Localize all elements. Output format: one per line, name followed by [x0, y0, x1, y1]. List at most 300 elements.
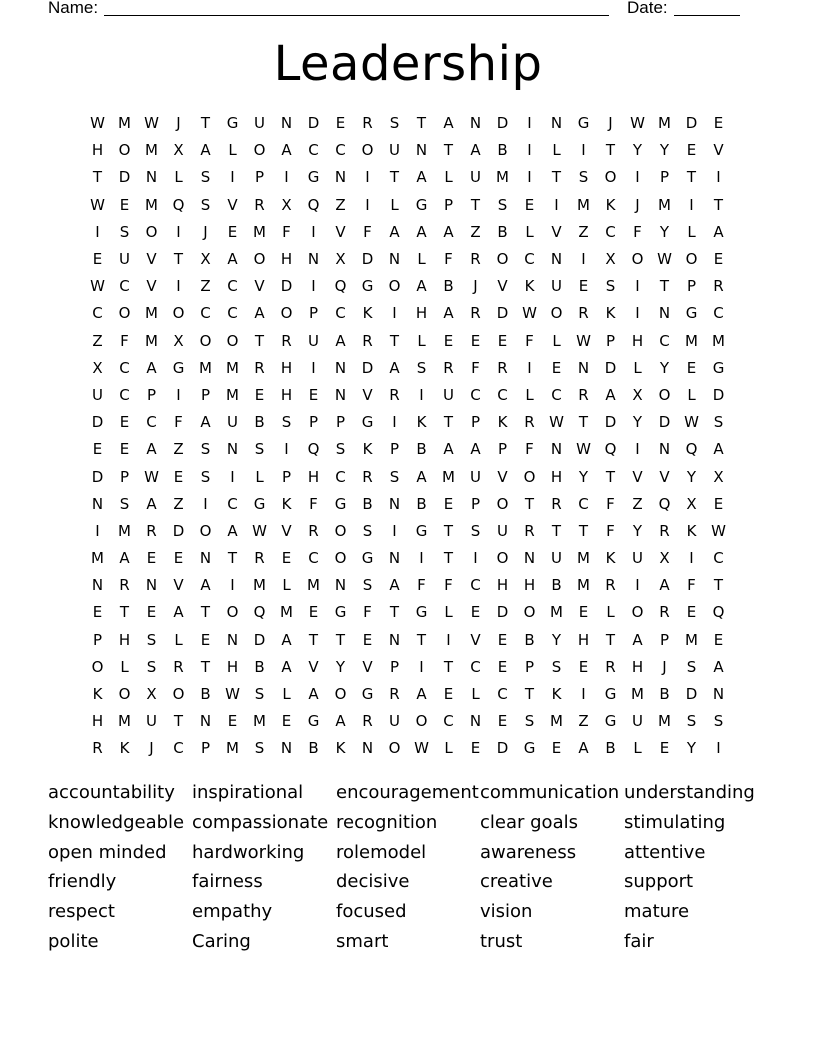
- grid-letter: I: [635, 277, 640, 296]
- grid-letter: I: [176, 222, 181, 241]
- grid-letter: T: [686, 168, 697, 187]
- grid-letter: J: [635, 195, 640, 214]
- grid-letter: T: [200, 657, 211, 676]
- grid-letter: O: [118, 141, 131, 160]
- grid-letter: Z: [578, 712, 589, 731]
- grid-letter: N: [577, 358, 590, 377]
- grid-letter: M: [226, 358, 239, 377]
- grid-letter: H: [550, 467, 563, 486]
- grid-letter: L: [525, 222, 534, 241]
- grid-letter: T: [254, 331, 265, 350]
- grid-letter: C: [605, 222, 616, 241]
- grid-letter: O: [172, 685, 185, 704]
- name-label: Name:: [48, 0, 99, 17]
- grid-letter: P: [443, 195, 454, 214]
- grid-letter: E: [713, 250, 724, 269]
- grid-letter: M: [658, 712, 671, 731]
- grid-letter: L: [282, 576, 291, 595]
- grid-letter: P: [659, 630, 670, 649]
- grid-letter: T: [308, 630, 319, 649]
- grid-letter: U: [470, 467, 481, 486]
- grid-letter: C: [119, 277, 130, 296]
- grid-letter: O: [199, 521, 212, 540]
- grid-letter: O: [415, 712, 428, 731]
- grid-row: [84, 164, 732, 191]
- grid-letter: E: [686, 603, 697, 622]
- grid-letter: P: [470, 494, 481, 513]
- grid-letter: O: [550, 304, 563, 323]
- grid-letter: I: [95, 222, 100, 241]
- grid-letter: Y: [686, 739, 697, 758]
- grid-letter: T: [173, 712, 184, 731]
- grid-letter: M: [685, 331, 698, 350]
- grid-letter: I: [284, 440, 289, 459]
- grid-letter: U: [92, 385, 103, 404]
- grid-letter: H: [280, 358, 293, 377]
- grid-letter: F: [471, 358, 480, 377]
- grid-letter: Q: [334, 277, 347, 296]
- grid-letter: A: [605, 385, 616, 404]
- grid-letter: E: [470, 739, 481, 758]
- grid-letter: V: [254, 277, 265, 296]
- grid-letter: K: [686, 521, 697, 540]
- grid-letter: J: [662, 657, 667, 676]
- grid-letter: A: [443, 222, 454, 241]
- page-title: Leadership: [273, 36, 543, 92]
- grid-letter: R: [308, 521, 319, 540]
- grid-row: [84, 708, 732, 735]
- grid-letter: T: [119, 603, 130, 622]
- grid-letter: K: [119, 739, 130, 758]
- grid-letter: P: [524, 657, 535, 676]
- grid-letter: A: [713, 657, 724, 676]
- grid-letter: I: [419, 549, 424, 568]
- grid-letter: M: [253, 712, 266, 731]
- grid-letter: F: [417, 576, 426, 595]
- grid-letter: O: [523, 467, 536, 486]
- grid-letter: A: [200, 141, 211, 160]
- grid-letter: F: [606, 494, 615, 513]
- grid-letter: Z: [173, 494, 184, 513]
- grid-letter: E: [470, 603, 481, 622]
- grid-letter: S: [119, 494, 130, 513]
- grid-letter: M: [199, 358, 212, 377]
- grid-letter: G: [361, 277, 374, 296]
- grid-letter: E: [551, 358, 562, 377]
- grid-letter: L: [633, 739, 642, 758]
- grid-letter: G: [253, 494, 266, 513]
- grid-letter: R: [146, 521, 157, 540]
- grid-letter: N: [712, 685, 725, 704]
- grid-letter: I: [392, 521, 397, 540]
- grid-letter: K: [281, 494, 292, 513]
- grid-letter: U: [470, 168, 481, 187]
- grid-letter: T: [524, 685, 535, 704]
- grid-letter: E: [200, 630, 211, 649]
- grid-letter: T: [551, 168, 562, 187]
- grid-letter: T: [416, 630, 427, 649]
- grid-letter: R: [659, 521, 670, 540]
- grid-letter: B: [254, 413, 265, 432]
- grid-letter: C: [470, 657, 481, 676]
- grid-letter: V: [632, 467, 643, 486]
- grid-letter: G: [712, 358, 725, 377]
- grid-letter: H: [91, 712, 104, 731]
- grid-letter: V: [281, 521, 292, 540]
- grid-letter: E: [443, 685, 454, 704]
- grid-letter: O: [199, 331, 212, 350]
- grid-letter: I: [473, 549, 478, 568]
- grid-letter: M: [253, 576, 266, 595]
- grid-letter: B: [200, 685, 211, 704]
- grid-letter: A: [389, 222, 400, 241]
- grid-letter: T: [524, 494, 535, 513]
- grid-letter: O: [685, 250, 698, 269]
- grid-letter: S: [416, 358, 427, 377]
- grid-letter: N: [523, 549, 536, 568]
- grid-letter: C: [497, 385, 508, 404]
- grid-letter: T: [200, 114, 211, 133]
- grid-letter: W: [225, 685, 240, 704]
- grid-letter: S: [200, 467, 211, 486]
- grid-letter: S: [551, 657, 562, 676]
- grid-letter: K: [605, 195, 616, 214]
- grid-letter: V: [713, 141, 724, 160]
- grid-letter: S: [524, 712, 535, 731]
- grid-letter: L: [444, 168, 453, 187]
- grid-letter: R: [362, 712, 373, 731]
- grid-letter: A: [416, 277, 427, 296]
- grid-letter: C: [551, 385, 562, 404]
- grid-letter: A: [146, 494, 157, 513]
- grid-letter: C: [335, 141, 346, 160]
- grid-letter: O: [496, 549, 509, 568]
- grid-letter: T: [227, 549, 238, 568]
- grid-letter: N: [226, 630, 239, 649]
- grid-letter: J: [176, 114, 181, 133]
- grid-letter: S: [605, 277, 616, 296]
- grid-letter: U: [551, 277, 562, 296]
- grid-letter: S: [254, 440, 265, 459]
- grid-letter: P: [389, 657, 400, 676]
- grid-letter: M: [145, 331, 158, 350]
- grid-letter: I: [392, 304, 397, 323]
- word-bank-item: encouragement: [336, 782, 479, 803]
- grid-letter: D: [685, 685, 698, 704]
- grid-letter: G: [361, 685, 374, 704]
- grid-letter: E: [173, 549, 184, 568]
- grid-letter: M: [118, 114, 131, 133]
- grid-letter: S: [686, 657, 697, 676]
- grid-letter: E: [254, 385, 265, 404]
- grid-letter: Y: [659, 222, 670, 241]
- grid-letter: W: [144, 114, 159, 133]
- grid-letter: C: [119, 358, 130, 377]
- grid-letter: L: [174, 630, 183, 649]
- grid-letter: B: [254, 657, 265, 676]
- name-field[interactable]: [104, 0, 609, 16]
- grid-letter: X: [659, 549, 670, 568]
- grid-letter: E: [578, 603, 589, 622]
- grid-letter: X: [173, 141, 184, 160]
- grid-letter: E: [686, 358, 697, 377]
- grid-row: [84, 545, 732, 572]
- grid-row: [84, 436, 732, 463]
- grid-letter: T: [389, 168, 400, 187]
- grid-letter: I: [230, 576, 235, 595]
- grid-row: [84, 572, 732, 599]
- grid-letter: E: [308, 603, 319, 622]
- grid-letter: H: [496, 576, 509, 595]
- date-label: Date:: [627, 0, 668, 17]
- grid-letter: W: [252, 521, 267, 540]
- grid-letter: V: [659, 467, 670, 486]
- grid-letter: C: [578, 494, 589, 513]
- grid-letter: I: [527, 358, 532, 377]
- grid-letter: A: [227, 521, 238, 540]
- grid-letter: H: [226, 657, 239, 676]
- grid-letter: A: [200, 413, 211, 432]
- grid-letter: M: [712, 331, 725, 350]
- grid-row: [84, 654, 732, 681]
- grid-letter: P: [470, 413, 481, 432]
- grid-letter: B: [443, 277, 454, 296]
- grid-row: [84, 192, 732, 219]
- word-bank-item: empathy: [192, 901, 273, 923]
- grid-letter: R: [362, 467, 373, 486]
- grid-letter: M: [577, 549, 590, 568]
- grid-letter: W: [414, 739, 429, 758]
- word-bank-item: communication: [480, 782, 620, 803]
- grid-letter: E: [92, 440, 103, 459]
- word-bank-item: stimulating: [624, 811, 726, 833]
- grid-letter: E: [686, 141, 697, 160]
- grid-letter: I: [446, 630, 451, 649]
- grid-letter: N: [307, 250, 320, 269]
- grid-letter: I: [527, 114, 532, 133]
- grid-letter: P: [389, 440, 400, 459]
- grid-letter: R: [92, 739, 103, 758]
- grid-letter: W: [630, 114, 645, 133]
- grid-letter: N: [199, 712, 212, 731]
- grid-letter: R: [524, 521, 535, 540]
- word-bank-item: inspirational: [192, 782, 304, 803]
- word-bank-item: focused: [336, 901, 407, 923]
- grid-letter: N: [334, 576, 347, 595]
- grid-letter: L: [552, 141, 561, 160]
- grid-letter: U: [632, 549, 643, 568]
- grid-letter: D: [496, 304, 509, 323]
- grid-letter: V: [497, 277, 508, 296]
- grid-letter: D: [496, 114, 509, 133]
- grid-letter: V: [146, 277, 157, 296]
- grid-letter: M: [577, 576, 590, 595]
- grid-letter: V: [173, 576, 184, 595]
- grid-letter: N: [388, 549, 401, 568]
- grid-letter: L: [633, 358, 642, 377]
- grid-letter: A: [146, 440, 157, 459]
- grid-letter: R: [362, 114, 373, 133]
- grid-letter: L: [228, 141, 237, 160]
- grid-letter: L: [471, 685, 480, 704]
- grid-letter: A: [416, 467, 427, 486]
- grid-letter: U: [443, 385, 454, 404]
- grid-letter: G: [361, 413, 374, 432]
- grid-letter: X: [713, 467, 724, 486]
- grid-letter: G: [226, 114, 239, 133]
- word-bank-item: fairness: [192, 871, 263, 893]
- grid-row: [84, 735, 732, 762]
- grid-letter: N: [388, 494, 401, 513]
- grid-letter: P: [335, 413, 346, 432]
- grid-letter: M: [496, 168, 509, 187]
- grid-letter: K: [605, 304, 616, 323]
- grid-letter: A: [470, 141, 481, 160]
- grid-letter: A: [416, 168, 427, 187]
- word-bank-item: recognition: [336, 811, 438, 833]
- grid-letter: O: [253, 250, 266, 269]
- grid-letter: L: [174, 168, 183, 187]
- grid-letter: P: [308, 413, 319, 432]
- grid-letter: C: [470, 576, 481, 595]
- grid-letter: M: [226, 739, 239, 758]
- grid-letter: Z: [632, 494, 643, 513]
- word-bank-item: support: [624, 871, 694, 893]
- word-bank-item: mature: [624, 901, 690, 923]
- grid-letter: N: [199, 549, 212, 568]
- grid-letter: M: [226, 385, 239, 404]
- grid-row: [84, 110, 732, 137]
- grid-letter: L: [417, 331, 426, 350]
- grid-letter: Y: [632, 521, 643, 540]
- grid-row: [84, 246, 732, 273]
- grid-letter: Y: [551, 630, 562, 649]
- grid-letter: E: [146, 603, 157, 622]
- grid-letter: G: [685, 304, 698, 323]
- grid-letter: T: [389, 603, 400, 622]
- grid-letter: K: [362, 304, 373, 323]
- grid-letter: H: [415, 304, 428, 323]
- grid-row: [84, 627, 732, 654]
- grid-letter: Z: [173, 440, 184, 459]
- grid-letter: K: [497, 413, 508, 432]
- grid-letter: L: [255, 467, 264, 486]
- grid-row: [84, 328, 732, 355]
- grid-letter: Z: [578, 222, 589, 241]
- grid-letter: A: [659, 576, 670, 595]
- grid-letter: G: [172, 358, 185, 377]
- grid-letter: A: [146, 358, 157, 377]
- grid-letter: S: [200, 195, 211, 214]
- grid-letter: N: [334, 168, 347, 187]
- word-bank-item: knowledgeable: [48, 811, 185, 833]
- grid-letter: C: [308, 141, 319, 160]
- grid-letter: C: [92, 304, 103, 323]
- grid-letter: T: [713, 195, 724, 214]
- grid-letter: F: [525, 331, 534, 350]
- grid-letter: A: [227, 250, 238, 269]
- grid-letter: A: [281, 141, 292, 160]
- grid-letter: O: [91, 657, 104, 676]
- grid-letter: E: [227, 712, 238, 731]
- grid-letter: C: [443, 712, 454, 731]
- grid-letter: R: [578, 304, 589, 323]
- grid-letter: S: [254, 685, 265, 704]
- grid-letter: I: [689, 195, 694, 214]
- grid-letter: G: [307, 712, 320, 731]
- grid-letter: X: [146, 685, 157, 704]
- grid-letter: C: [227, 494, 238, 513]
- grid-letter: W: [90, 114, 105, 133]
- grid-letter: Y: [632, 413, 643, 432]
- grid-letter: A: [632, 630, 643, 649]
- grid-letter: N: [334, 385, 347, 404]
- grid-letter: N: [550, 440, 563, 459]
- grid-letter: A: [281, 657, 292, 676]
- grid-letter: E: [92, 603, 103, 622]
- grid-letter: N: [145, 576, 158, 595]
- grid-letter: F: [444, 576, 453, 595]
- grid-letter: P: [254, 168, 265, 187]
- grid-letter: D: [253, 630, 266, 649]
- grid-letter: M: [658, 195, 671, 214]
- grid-letter: R: [254, 195, 265, 214]
- grid-letter: H: [631, 657, 644, 676]
- grid-letter: S: [470, 521, 481, 540]
- grid-letter: D: [685, 114, 698, 133]
- grid-letter: D: [91, 467, 104, 486]
- grid-letter: B: [497, 141, 508, 160]
- grid-letter: E: [308, 385, 319, 404]
- grid-letter: S: [200, 168, 211, 187]
- grid-letter: X: [173, 331, 184, 350]
- grid-letter: G: [334, 603, 347, 622]
- grid-letter: F: [174, 413, 183, 432]
- word-bank-item: Caring: [192, 930, 251, 952]
- grid-letter: F: [363, 603, 372, 622]
- word-bank-item: compassionate: [192, 811, 329, 833]
- grid-letter: A: [713, 222, 724, 241]
- grid-row: [84, 681, 732, 708]
- grid-letter: R: [119, 576, 130, 595]
- grid-letter: E: [497, 657, 508, 676]
- grid-letter: K: [416, 413, 427, 432]
- date-field[interactable]: [674, 0, 740, 16]
- grid-letter: X: [632, 385, 643, 404]
- grid-letter: K: [551, 685, 562, 704]
- grid-letter: I: [554, 195, 559, 214]
- grid-letter: O: [226, 331, 239, 350]
- grid-letter: U: [551, 549, 562, 568]
- grid-letter: W: [549, 413, 564, 432]
- grid-letter: T: [605, 630, 616, 649]
- word-bank-item: respect: [48, 901, 115, 923]
- grid-letter: Y: [632, 141, 643, 160]
- grid-letter: C: [335, 467, 346, 486]
- grid-letter: D: [604, 413, 617, 432]
- grid-letter: O: [496, 250, 509, 269]
- grid-letter: E: [497, 331, 508, 350]
- grid-letter: I: [419, 657, 424, 676]
- grid-letter: B: [497, 222, 508, 241]
- grid-letter: D: [361, 250, 374, 269]
- grid-letter: P: [119, 467, 130, 486]
- grid-letter: P: [281, 467, 292, 486]
- grid-letter: R: [578, 385, 589, 404]
- word-bank-item: trust: [480, 930, 523, 952]
- grid-row: [84, 409, 732, 436]
- grid-letter: Q: [685, 440, 698, 459]
